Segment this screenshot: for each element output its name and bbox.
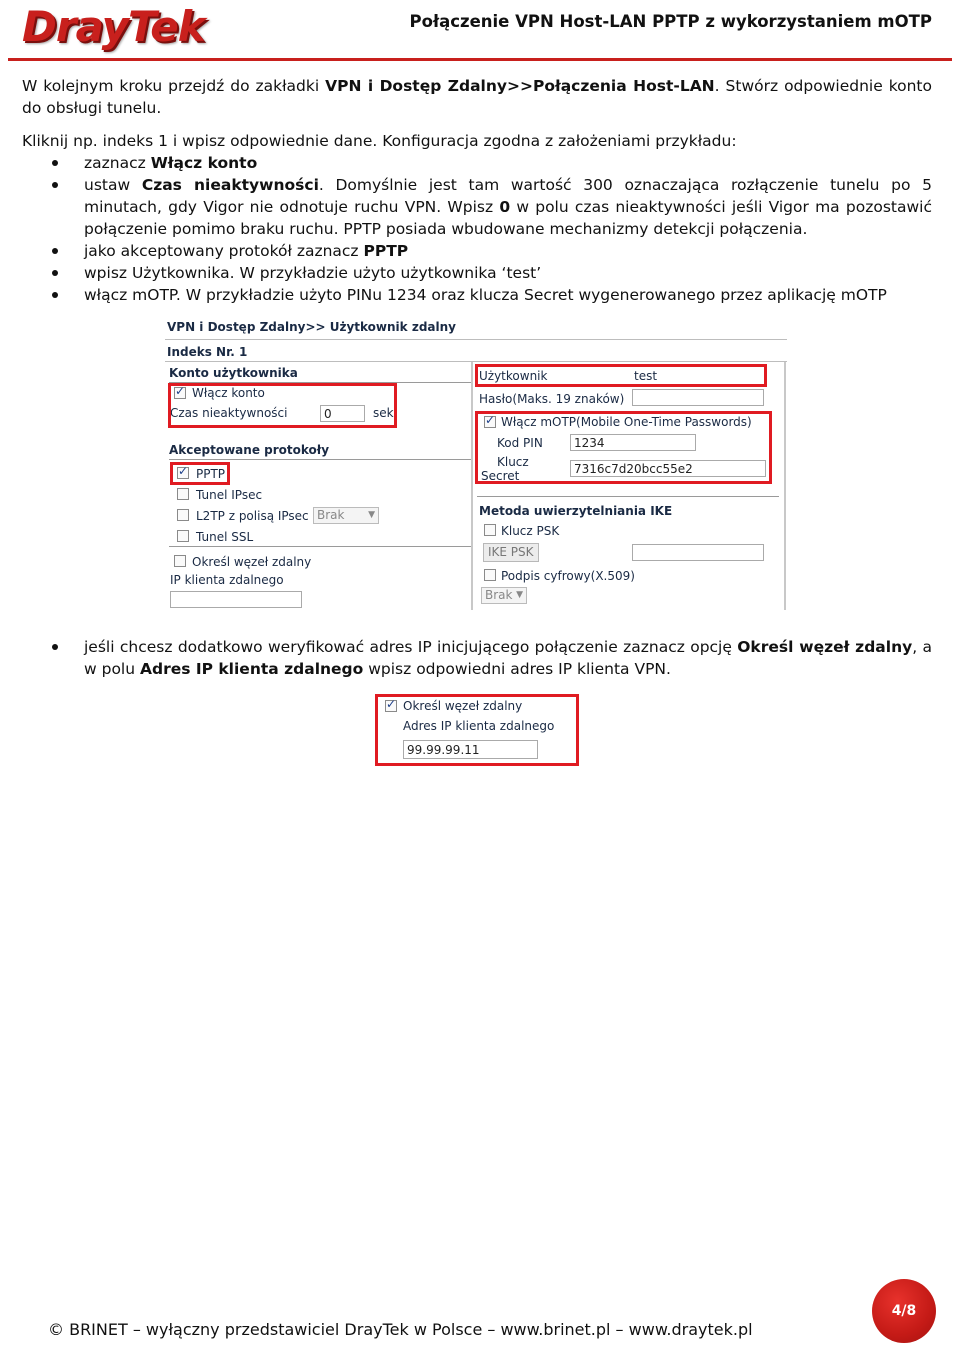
bullet-emphasis: Określ węzeł zdalny bbox=[737, 638, 913, 656]
remote-node-screenshot bbox=[375, 694, 579, 766]
idle-timeout-unit: sek bbox=[373, 406, 394, 420]
enable-account-label: Włącz konto bbox=[192, 386, 265, 400]
bullet-emphasis: Czas nieaktywności bbox=[141, 176, 319, 194]
idle-timeout-label: Czas nieaktywności bbox=[170, 406, 288, 420]
password-label: Hasło(Maks. 19 znaków) bbox=[479, 392, 625, 406]
divider bbox=[477, 496, 779, 497]
psk-checkbox[interactable] bbox=[484, 524, 496, 536]
pptp-label: PPTP bbox=[196, 467, 226, 481]
header-divider bbox=[8, 58, 952, 61]
bullet-dot bbox=[52, 644, 58, 650]
page-number-badge: 4/8 bbox=[872, 1279, 936, 1343]
secret-input[interactable]: 7316c7d20bcc55e2 bbox=[570, 460, 766, 477]
remote-node-label: Określ węzeł zdalny bbox=[403, 699, 523, 713]
pin-label: Kod PIN bbox=[497, 436, 543, 450]
l2tp-policy-value: Brak bbox=[317, 508, 345, 522]
bullet-text: w polu czas nieaktywności jeśli Vigor ma pozostawić połączenie pomimo braku ruchu. PPTP posiada wbudowane mechanizmy detekcji połączenia. bbox=[84, 198, 932, 238]
password-input[interactable] bbox=[632, 389, 764, 406]
bullet-dot bbox=[52, 160, 58, 166]
bullet-emphasis: Adres IP klienta zdalnego bbox=[139, 660, 364, 678]
ipsec-checkbox[interactable] bbox=[177, 488, 189, 500]
menu-path: VPN i Dostęp Zdalny>>Połączenia Host-LAN bbox=[325, 77, 715, 95]
idle-timeout-input[interactable]: 0 bbox=[320, 405, 365, 422]
intro-paragraph bbox=[22, 75, 932, 119]
bullet-dot bbox=[52, 182, 58, 188]
ipsec-label: Tunel IPsec bbox=[196, 488, 263, 502]
account-header: Konto użytkownika bbox=[169, 366, 298, 380]
bullet-emphasis: PPTP bbox=[363, 242, 409, 260]
index-label: Indeks Nr. 1 bbox=[167, 345, 248, 359]
bullet-text: . Domyślnie jest tam wartość 300 oznaczająca rozłączenie tunelu po 5 minutach, gdy Vigor nie odnotuje ruchu VPN. Wpisz bbox=[84, 176, 932, 216]
remote-user-config-screenshot bbox=[165, 316, 790, 612]
bullet-protocol bbox=[84, 240, 932, 262]
bullet-emphasis: Włącz konto bbox=[150, 154, 258, 172]
intro-text-end: . Stwórz odpowiednie konto do obsługi tunelu. bbox=[22, 77, 932, 117]
bullet-username: wpisz Użytkownika. W przykładzie użyto użytkownika ‘test’ bbox=[84, 264, 542, 282]
bullet-text: jeśli chcesz dodatkowo weryfikować adres IP inicjującego połączenie zaznacz opcję bbox=[84, 638, 738, 656]
l2tp-policy-select[interactable] bbox=[313, 507, 379, 524]
highlight-username bbox=[475, 364, 767, 387]
footer-text: © BRINET – wyłączny przedstawiciel DrayTek w Polsce – www.brinet.pl – www.draytek.pl bbox=[48, 1320, 753, 1339]
draytek-logo: DrayTek bbox=[22, 2, 205, 51]
instruction-paragraph: Kliknij np. indeks 1 i wpisz odpowiednie dane. Konfiguracja zgodna z założeniami przykładu: bbox=[22, 132, 737, 150]
highlight-account bbox=[168, 383, 397, 428]
ike-psk-input[interactable] bbox=[632, 544, 764, 561]
bullet-text: , a w polu bbox=[84, 638, 932, 678]
protocols-header: Akceptowane protokoły bbox=[169, 443, 330, 457]
bullet-dot bbox=[52, 248, 58, 254]
secret-label-1: Klucz bbox=[497, 455, 529, 469]
bullet-remote-node bbox=[84, 636, 932, 680]
ssl-checkbox[interactable] bbox=[177, 530, 189, 542]
remote-node-checkbox[interactable] bbox=[174, 555, 186, 567]
column-separator bbox=[784, 362, 786, 610]
psk-label: Klucz PSK bbox=[501, 524, 560, 538]
bullet-text: ustaw bbox=[84, 176, 142, 194]
bullet-text: wpisz odpowiedni adres IP klienta VPN. bbox=[363, 660, 671, 678]
remote-node-label: Określ węzeł zdalny bbox=[192, 555, 312, 569]
cert-checkbox[interactable] bbox=[484, 569, 496, 581]
divider bbox=[169, 546, 471, 547]
highlight-remote-node bbox=[375, 694, 579, 766]
bullet-emphasis: 0 bbox=[499, 198, 511, 216]
document-title: Połączenie VPN Host-LAN PPTP z wykorzystaniem mOTP bbox=[409, 12, 932, 31]
highlight-pptp bbox=[170, 462, 230, 485]
remote-ip-input[interactable] bbox=[170, 591, 302, 608]
ssl-label: Tunel SSL bbox=[196, 530, 254, 544]
column-separator bbox=[471, 362, 473, 610]
secret-label-2: Secret bbox=[481, 469, 520, 483]
bullet-enable-account bbox=[84, 152, 932, 174]
ike-header: Metoda uwierzytelniania IKE bbox=[479, 504, 673, 518]
highlight-motp bbox=[475, 411, 772, 484]
bullet-dot bbox=[52, 270, 58, 276]
chevron-down-icon: ▼ bbox=[516, 590, 523, 600]
bullet-motp: włącz mOTP. W przykładzie użyto PINu 1234 oraz klucza Secret wygenerowanego przez aplikację mOTP bbox=[84, 286, 887, 304]
username-label: Użytkownik bbox=[479, 369, 548, 383]
bullet-text: zaznacz bbox=[84, 154, 151, 172]
username-value[interactable]: test bbox=[634, 369, 658, 383]
l2tp-label: L2TP z polisą IPsec bbox=[196, 509, 309, 523]
remote-ip-label: Adres IP klienta zdalnego bbox=[403, 719, 555, 733]
pin-input[interactable]: 1234 bbox=[570, 434, 696, 451]
divider bbox=[165, 361, 787, 362]
breadcrumb: VPN i Dostęp Zdalny>> Użytkownik zdalny bbox=[167, 320, 456, 334]
divider bbox=[165, 339, 787, 340]
l2tp-checkbox[interactable] bbox=[177, 509, 189, 521]
ike-psk-button[interactable]: IKE PSK bbox=[483, 543, 539, 562]
motp-label: Włącz mOTP(Mobile One-Time Passwords) bbox=[501, 415, 752, 429]
bullet-dot bbox=[52, 292, 58, 298]
divider bbox=[169, 459, 471, 460]
remote-ip-input[interactable]: 99.99.99.11 bbox=[403, 740, 538, 759]
cert-label: Podpis cyfrowy(X.509) bbox=[501, 569, 635, 583]
chevron-down-icon: ▼ bbox=[368, 510, 375, 520]
cert-select-value: Brak bbox=[485, 588, 513, 602]
bullet-text: jako akceptowany protokół zaznacz bbox=[84, 242, 364, 260]
intro-text: W kolejnym kroku przejdź do zakładki bbox=[22, 77, 326, 95]
cert-select[interactable] bbox=[481, 587, 527, 604]
bullet-idle-timeout bbox=[84, 174, 932, 240]
remote-ip-label: IP klienta zdalnego bbox=[170, 573, 284, 587]
